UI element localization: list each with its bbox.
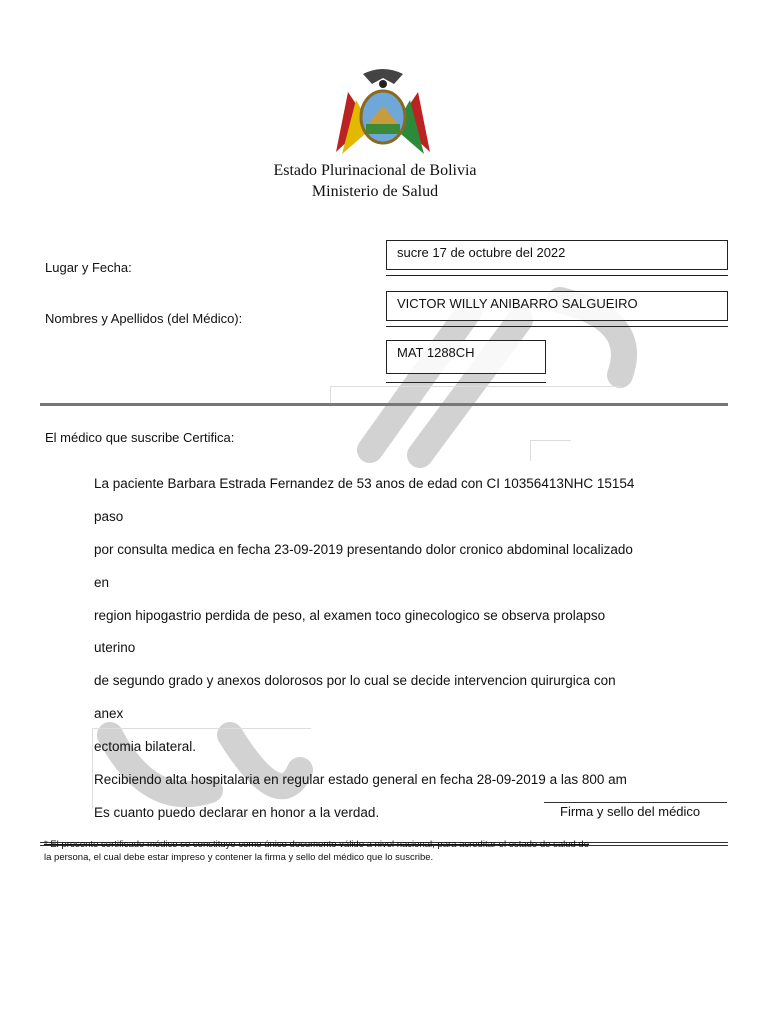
lugar-fecha-label: Lugar y Fecha:: [45, 260, 132, 275]
lugar-fecha-value: sucre 17 de octubre del 2022: [397, 245, 566, 260]
certificate-body: [94, 460, 660, 837]
body-line: Es cuanto puedo declarar en honor a la verdad.: [94, 804, 380, 820]
watermark-box: [530, 440, 571, 461]
ministry-title: Ministerio de Salud: [311, 183, 439, 200]
medico-name-value: VICTOR WILLY ANIBARRO SALGUEIRO: [397, 296, 638, 311]
matricula-value: MAT 1288CH: [397, 345, 475, 360]
body-line: en: [94, 574, 110, 590]
footnote: [44, 838, 734, 864]
body-line: Recibiendo alta hospitalaria en regular estado general en fecha 28-09-2019 a las 800 am: [94, 771, 627, 787]
body-line: ectomia bilateral.: [94, 738, 197, 754]
field-underline: [386, 326, 728, 327]
bolivia-coat-of-arms-icon: [328, 62, 438, 162]
signature-label: Firma y sello del médico: [560, 804, 701, 819]
field-underline: [386, 382, 546, 383]
matricula-field[interactable]: [386, 340, 546, 374]
medico-name-field[interactable]: [386, 291, 728, 321]
section-divider: [40, 403, 728, 406]
body-line: anex: [94, 706, 124, 722]
signature-line: [544, 802, 727, 803]
body-line: paso: [94, 509, 124, 525]
certifica-label: El médico que suscribe Certifica:: [45, 430, 235, 445]
footnote-line: * El presente certificado médico se constituye como único documento válido a nivel nacional, para acreditar el estado de salud de: [44, 839, 589, 850]
institution-title: Estado Plurinacional de Bolivia: [273, 162, 477, 179]
body-line: por consulta medica en fecha 23-09-2019 presentando dolor cronico abdominal localizado: [94, 542, 633, 558]
body-line: uterino: [94, 640, 136, 656]
lugar-fecha-field[interactable]: [386, 240, 728, 270]
footnote-line: la persona, el cual debe estar impreso y contener la firma y sello del médico que lo suscribe.: [44, 852, 434, 863]
body-line: La paciente Barbara Estrada Fernandez de 53 anos de edad con CI 10356413NHC 15154: [94, 476, 635, 492]
medico-name-label: Nombres y Apellidos (del Médico):: [45, 311, 243, 326]
body-line: de segundo grado y anexos dolorosos por lo cual se decide intervencion quirurgica con: [94, 673, 616, 689]
field-underline: [386, 275, 728, 276]
body-line: region hipogastrio perdida de peso, al examen toco ginecologico se observa prolapso: [94, 607, 606, 623]
